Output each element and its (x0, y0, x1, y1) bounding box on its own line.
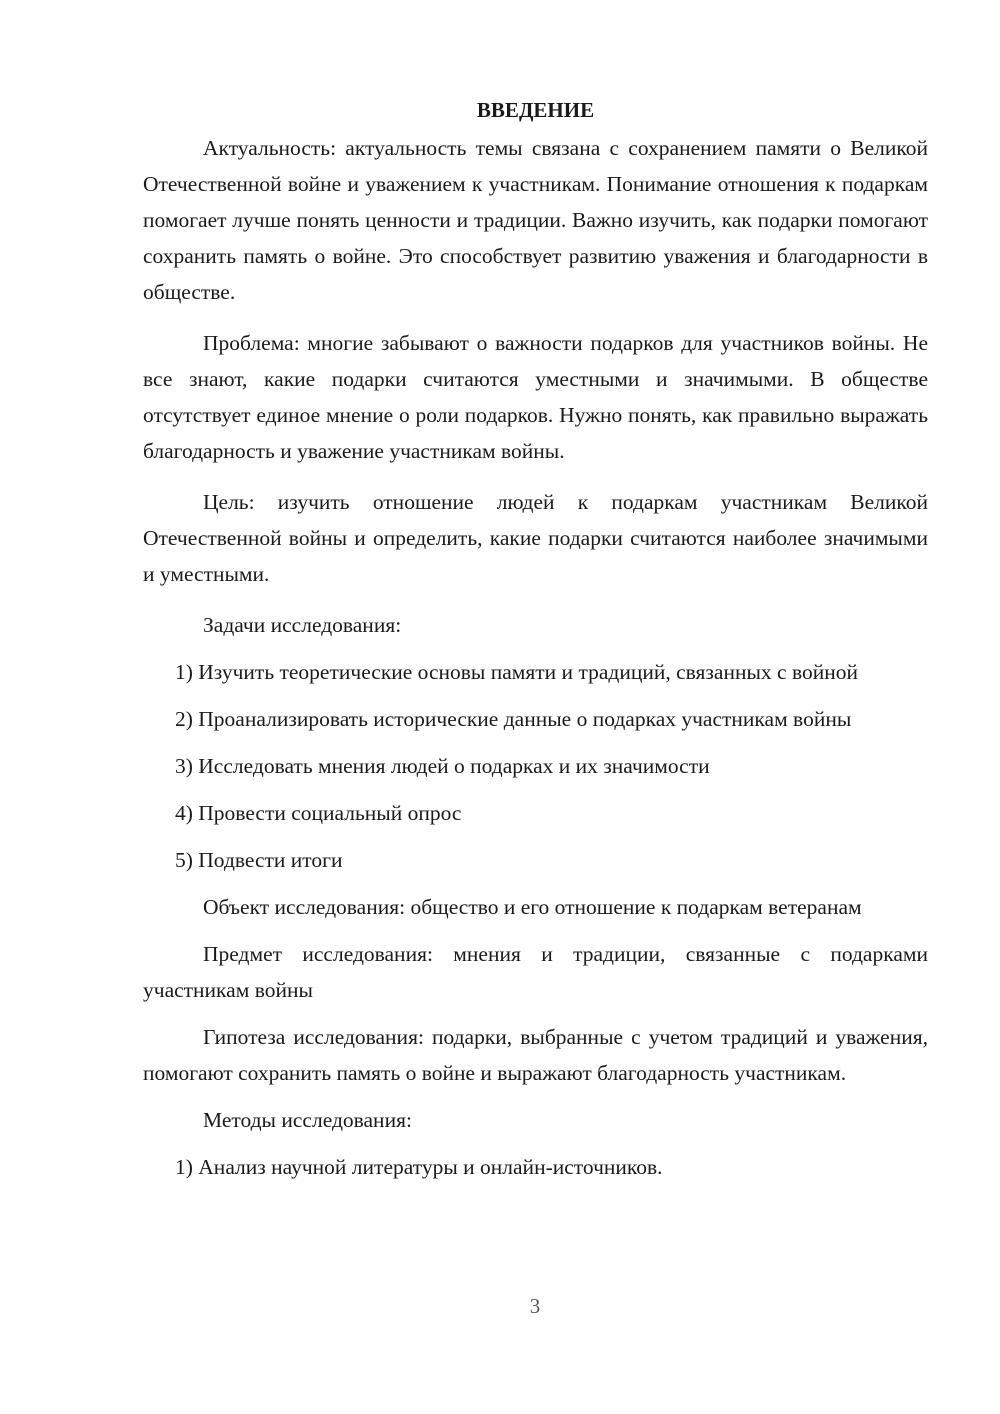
page-content (143, 92, 928, 1196)
goal-paragraph: Цель: изучить отношение людей к подаркам участникам Великой Отечественной войны и определить, какие подарки считаются наиболее значимыми и уместными. (143, 490, 928, 586)
methods-heading: Методы исследования: (203, 1108, 412, 1132)
subject-paragraph: Предмет исследования: мнения и традиции, связанные с подарками участникам войны (143, 942, 928, 1002)
task-item: 2) Проанализировать исторические данные о подарках участникам войны (175, 707, 852, 731)
hypothesis-paragraph: Гипотеза исследования: подарки, выбранные с учетом традиций и уважения, помогают сохранить память о войне и выражают благодарность участникам. (143, 1025, 928, 1085)
page-number: 3 (529, 1294, 541, 1318)
method-item: 1) Анализ научной литературы и онлайн-источников. (175, 1155, 663, 1179)
task-item: 3) Исследовать мнения людей о подарках и их значимости (175, 754, 710, 778)
task-item: 1) Изучить теоретические основы памяти и традиций, связанных с войной (175, 660, 858, 684)
problem-paragraph: Проблема: многие забывают о важности подарков для участников войны. Не все знают, какие подарки считаются уместными и значимыми. В обществе отсутствует единое мнение о роли подарков. Нужно понять, как правильно выражать благодарность и уважение участникам войны. (143, 331, 928, 463)
task-item: 4) Провести социальный опрос (175, 801, 462, 825)
relevance-paragraph: Актуальность: актуальность темы связана с сохранением памяти о Великой Отечественной войне и уважением к участникам. Понимание отношения к подаркам помогает лучше понять ценности и традиции. Важно изучить, как подарки помогают сохранить память о войне. Это способствует развитию уважения и благодарности в обществе. (143, 136, 928, 304)
section-title: ВВЕДЕНИЕ (476, 98, 595, 122)
tasks-heading: Задачи исследования: (203, 613, 402, 637)
object-paragraph: Объект исследования: общество и его отношение к подаркам ветеранам (203, 895, 862, 919)
task-item: 5) Подвести итоги (175, 848, 343, 872)
